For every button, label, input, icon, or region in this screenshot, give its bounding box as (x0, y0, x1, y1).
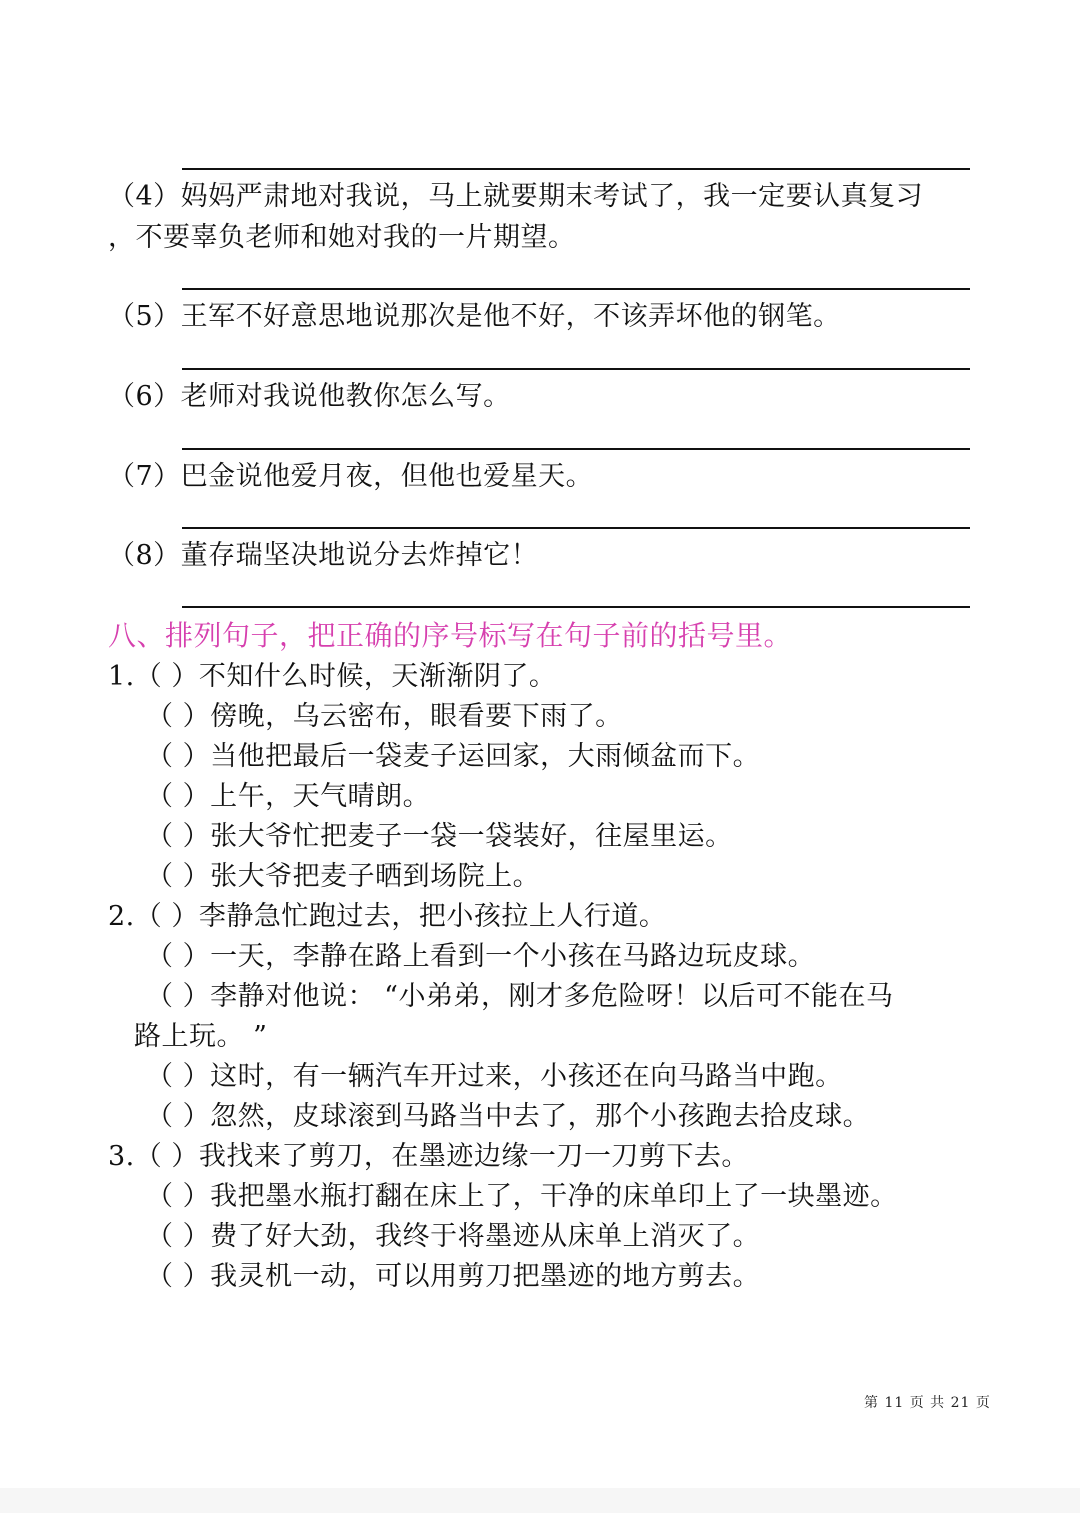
question-5: （5）王军不好意思地说那次是他不好，不该弄坏他的钢笔。 (108, 301, 841, 332)
group-1-line-5: （ ）张大爷忙把麦子一袋一袋装好，往屋里运。 (146, 821, 733, 852)
group-2-line-5: （ ）忽然，皮球滚到马路当中去了，那个小孩跑去拾皮球。 (146, 1101, 871, 1132)
group-2-line-1: 2.（ ）李静急忙跑过去，把小孩拉上人行道。 (108, 901, 667, 932)
group-2-line-2: （ ）一天，李静在路上看到一个小孩在马路边玩皮球。 (146, 941, 816, 972)
group-1-line-2: （ ）傍晚，乌云密布，眼看要下雨了。 (146, 701, 623, 732)
answer-line (182, 527, 970, 529)
group-1-line-3: （ ）当他把最后一袋麦子运回家，大雨倾盆而下。 (146, 741, 761, 772)
answer-line (182, 288, 970, 290)
group-1-line-6: （ ）张大爷把麦子晒到场院上。 (146, 861, 541, 892)
section-8-title: 八、排列句子，把正确的序号标写在句子前的括号里。 (108, 619, 793, 652)
group-2-line-4: （ ）这时，有一辆汽车开过来，小孩还在向马路当中跑。 (146, 1061, 843, 1092)
question-8: （8）董存瑞坚决地说分去炸掉它！ (108, 540, 539, 571)
question-4-line-2: ，不要辜负老师和她对我的一片期望。 (108, 222, 576, 253)
group-3-line-3: （ ）费了好大劲，我终于将墨迹从床单上消灭了。 (146, 1221, 761, 1252)
group-2-line-3b: 路上玩。 ” (134, 1021, 268, 1052)
answer-line (182, 168, 970, 170)
group-3-line-2: （ ）我把墨水瓶打翻在床上了，干净的床单印上了一块墨迹。 (146, 1181, 898, 1212)
group-2-line-3a: （ ）李静对他说： “小弟弟，刚才多危险呀！以后可不能在马 (146, 981, 894, 1012)
question-7: （7）巴金说他爱月夜，但他也爱星天。 (108, 461, 594, 492)
group-3-line-1: 3.（ ）我找来了剪刀，在墨迹边缘一刀一刀剪下去。 (108, 1141, 749, 1172)
question-4-line-1: （4）妈妈严肃地对我说，马上就要期末考试了，我一定要认真复习 (108, 181, 924, 212)
question-6: （6）老师对我说他教你怎么写。 (108, 381, 511, 412)
group-3-line-4: （ ）我灵机一动，可以用剪刀把墨迹的地方剪去。 (146, 1261, 761, 1292)
page-bottom-shadow (0, 1488, 1080, 1513)
group-1-line-1: 1.（ ）不知什么时候，天渐渐阴了。 (108, 661, 557, 692)
answer-line (182, 448, 970, 450)
answer-line (182, 368, 970, 370)
answer-line (182, 606, 970, 608)
page-number: 第 11 页 共 21 页 (864, 1395, 991, 1411)
group-1-line-4: （ ）上午，天气晴朗。 (146, 781, 431, 812)
